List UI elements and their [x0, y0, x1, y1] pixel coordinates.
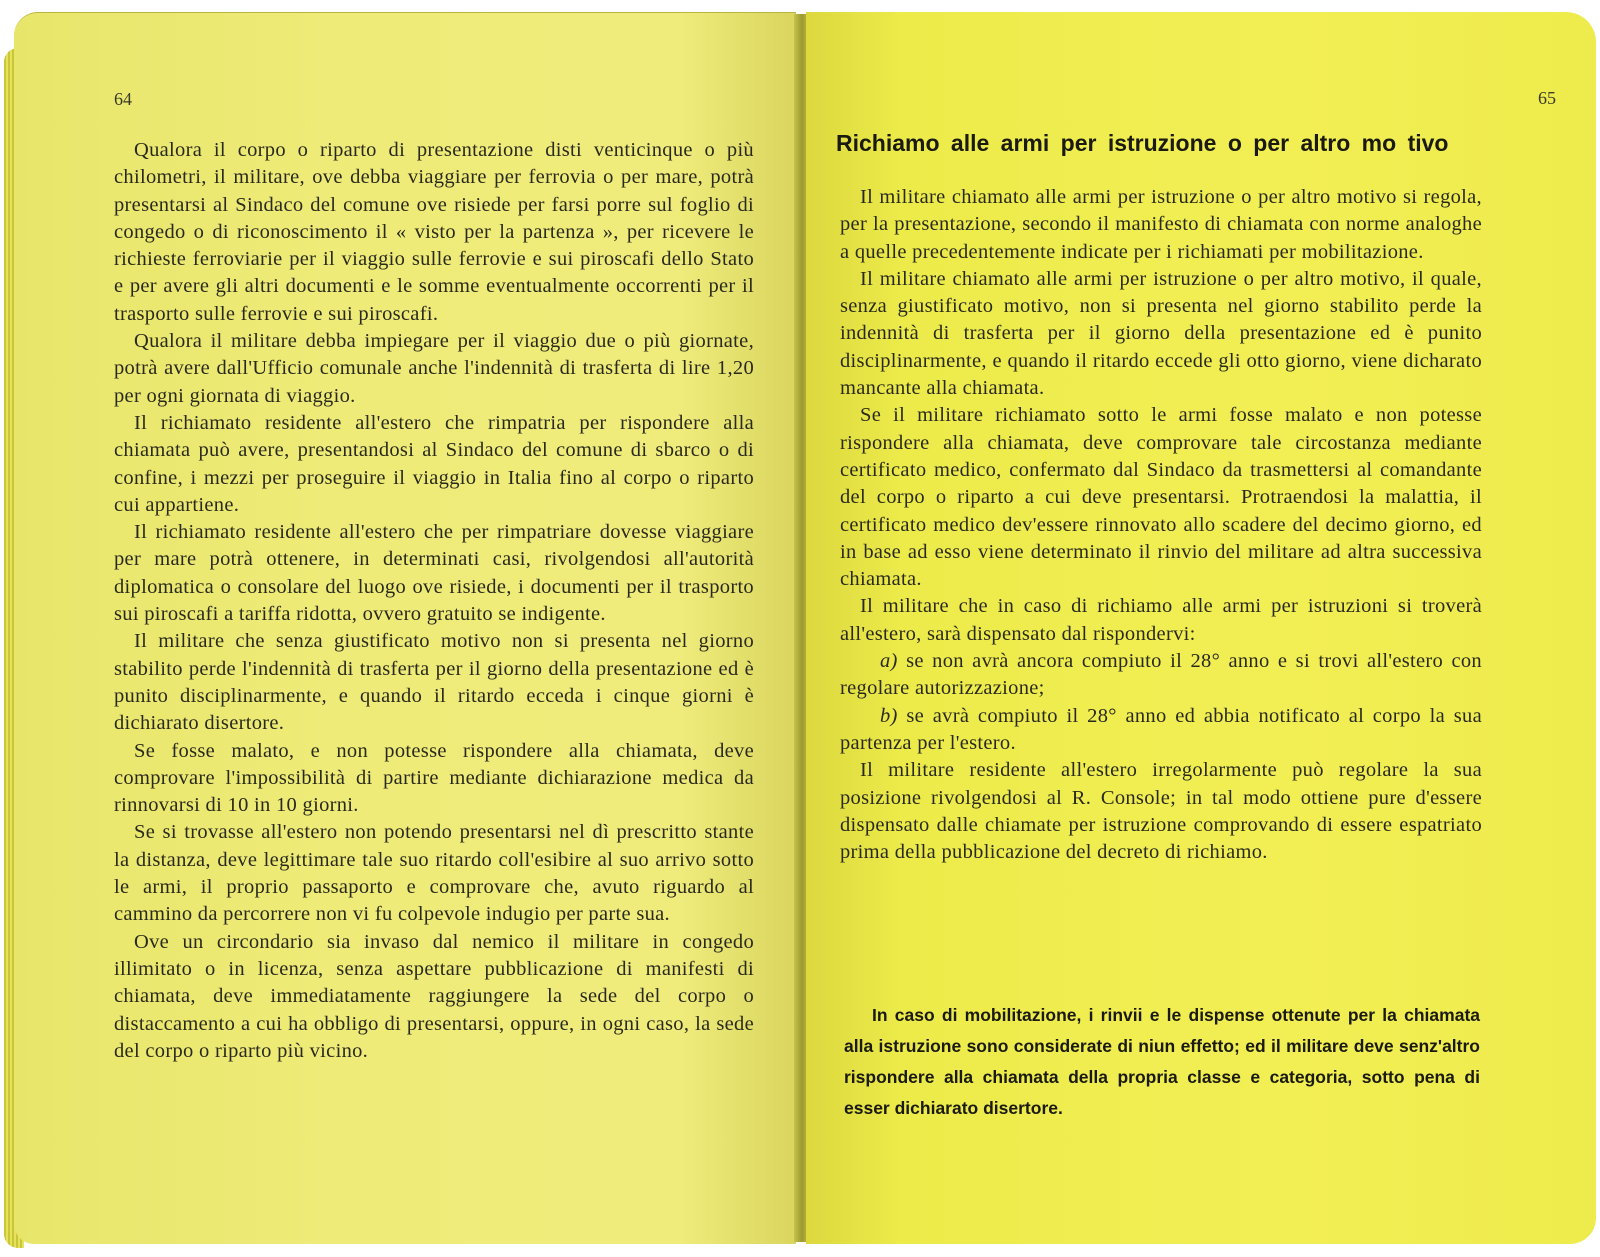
page-number-right: 65: [1538, 88, 1556, 108]
paragraph: Il militare residente all'estero irregolarmente può regolare la sua posizione rivolgendosi al R. Console; in tal modo ottiene pure d'essere dispensato dalle chiamate per istruzione comprovando di essere espatriato prima della pubblicazione del decreto di richiamo.: [840, 759, 1482, 864]
bold-note: [844, 1000, 1480, 1124]
list-marker: b): [880, 704, 898, 727]
paragraph: Qualora il militare debba impiegare per il viaggio due o più giornate, potrà avere dall'Ufficio comunale anche l'indennità di trasferta di lire 1,20 per ogni giornata di viaggio.: [114, 330, 754, 407]
paragraph: Il militare chiamato alle armi per istruzione o per altro motivo si regola, per la presentazione, secondo il manifesto di chiamata con norme analoghe a quelle precedentemente indicate per i richiamati per mobilitazione.: [840, 186, 1482, 263]
paragraph: Il militare che senza giustificato motivo non si presenta nel giorno stabilito perde l'indennità di trasferta per il giorno della presentazione ed è punito disciplinarmente, e quando il ritardo ecceda i cinque giorni è dichiarato disertore.: [114, 630, 754, 735]
paragraph: Qualora il corpo o riparto di presentazione disti venticinque o più chilometri, il militare, ove debba viaggiare per ferrovia o per mare, potrà presentarsi al Sindaco del comune ove risiede per farsi porre sul foglio di congedo o di riconoscimento il « visto per la partenza », per ricevere le richieste ferroviarie per il viaggio sulle ferrovie e sui piroscafi dello Stato e per avere gli altri documenti e le somme eventualmente occorrenti per il trasporto sulle ferrovie e sui piroscafi.: [114, 139, 754, 325]
page-number-left: 64: [114, 89, 132, 109]
list-marker: a): [880, 650, 898, 673]
list-item-text: se avrà compiuto il 28° anno ed abbia notificato al corpo la sua partenza per l'estero.: [840, 704, 1482, 754]
right-page: [806, 12, 1596, 1244]
paragraph: Il militare che in caso di richiamo alle armi per istruzioni si troverà all'estero, sarà dispensato dal rispondervi:: [840, 595, 1482, 645]
left-page-text: [114, 137, 754, 1065]
list-item: [840, 648, 1482, 703]
right-page-text: [840, 184, 1482, 866]
list-item-text: se non avrà ancora compiuto il 28° anno e si trovi all'estero con regolare autorizzazione;: [840, 650, 1482, 700]
paragraph: Se fosse malato, e non potesse rispondere alla chiamata, deve comprovare l'impossibilità di partire mediante dichiarazione medica da rinnovarsi di 10 in 10 giorni.: [114, 739, 754, 817]
paragraph: Il richiamato residente all'estero che rimpatria per rispondere alla chiamata può avere, presentandosi al Sindaco del comune di sbarco o di confine, i mezzi per proseguire il viaggio in Italia fino al corpo o riparto cui appartiene.: [114, 411, 754, 516]
paragraph: Se si trovasse all'estero non potendo presentarsi nel dì prescritto stante la distanza, deve legittimare tale suo ritardo coll'esibire al suo arrivo sotto le armi, il proprio passaporto e comprovare che, avuto riguardo al cammino da percorrere non vi fu colpevole indugio per parte sua.: [114, 821, 754, 926]
section-heading: Richiamo alle armi per istruzione o per altro mo tivo: [836, 130, 1449, 156]
list-item: [840, 703, 1482, 758]
paragraph: Il militare chiamato alle armi per istruzione o per altro motivo, il quale, senza giustificato motivo, non si presenta nel giorno stabilito perde la indennità di trasferta per il giorno della presentazione ed è punito disciplinarmente, e quando il ritardo eccede gli otto giorno, viene dicharato mancante alla chiamata.: [840, 267, 1482, 400]
paragraph: Il richiamato residente all'estero che per rimpatriare dovesse viaggiare per mare potrà ottenere, in determinati casi, rivolgendosi all'autorità diplomatica o consolare del luogo ove risiede, i documenti per il trasporto sui piroscafi a tariffa ridotta, ovvero gratuito se indigente.: [114, 521, 754, 626]
paragraph: Ove un circondario sia invaso dal nemico il militare in congedo illimitato o in licenza, senza aspettare pubblicazione di manifesti di chiamata, deve immediatamente raggiungere la sede del corpo o distaccamento a cui ha obbligo di presentarsi, oppure, in ogni caso, la sede del corpo o riparto più vicino.: [114, 930, 754, 1062]
note-text: In caso di mobilitazione, i rinvii e le dispense ottenute per la chiamata alla istruzione sono considerate di niun effetto; ed il militare deve senz'altro rispondere alla chiamata della propria classe e categoria, sotto pena di esser dichiarato disertore.: [844, 1005, 1480, 1118]
left-page: [14, 12, 796, 1244]
paragraph: Se il militare richiamato sotto le armi fosse malato e non potesse rispondere alla chiamata, deve comprovare tale circostanza mediante certificato medico, confermato dal Sindaco da trasmettersi al comandante del corpo o riparto a cui deve presentarsi. Protraendosi la malattia, il certificato medico dev'essere rinnovato allo scadere del decimo giorno, ed in base ad esso viene determinato il rinvio del militare ad altra successiva chiamata.: [840, 404, 1482, 591]
